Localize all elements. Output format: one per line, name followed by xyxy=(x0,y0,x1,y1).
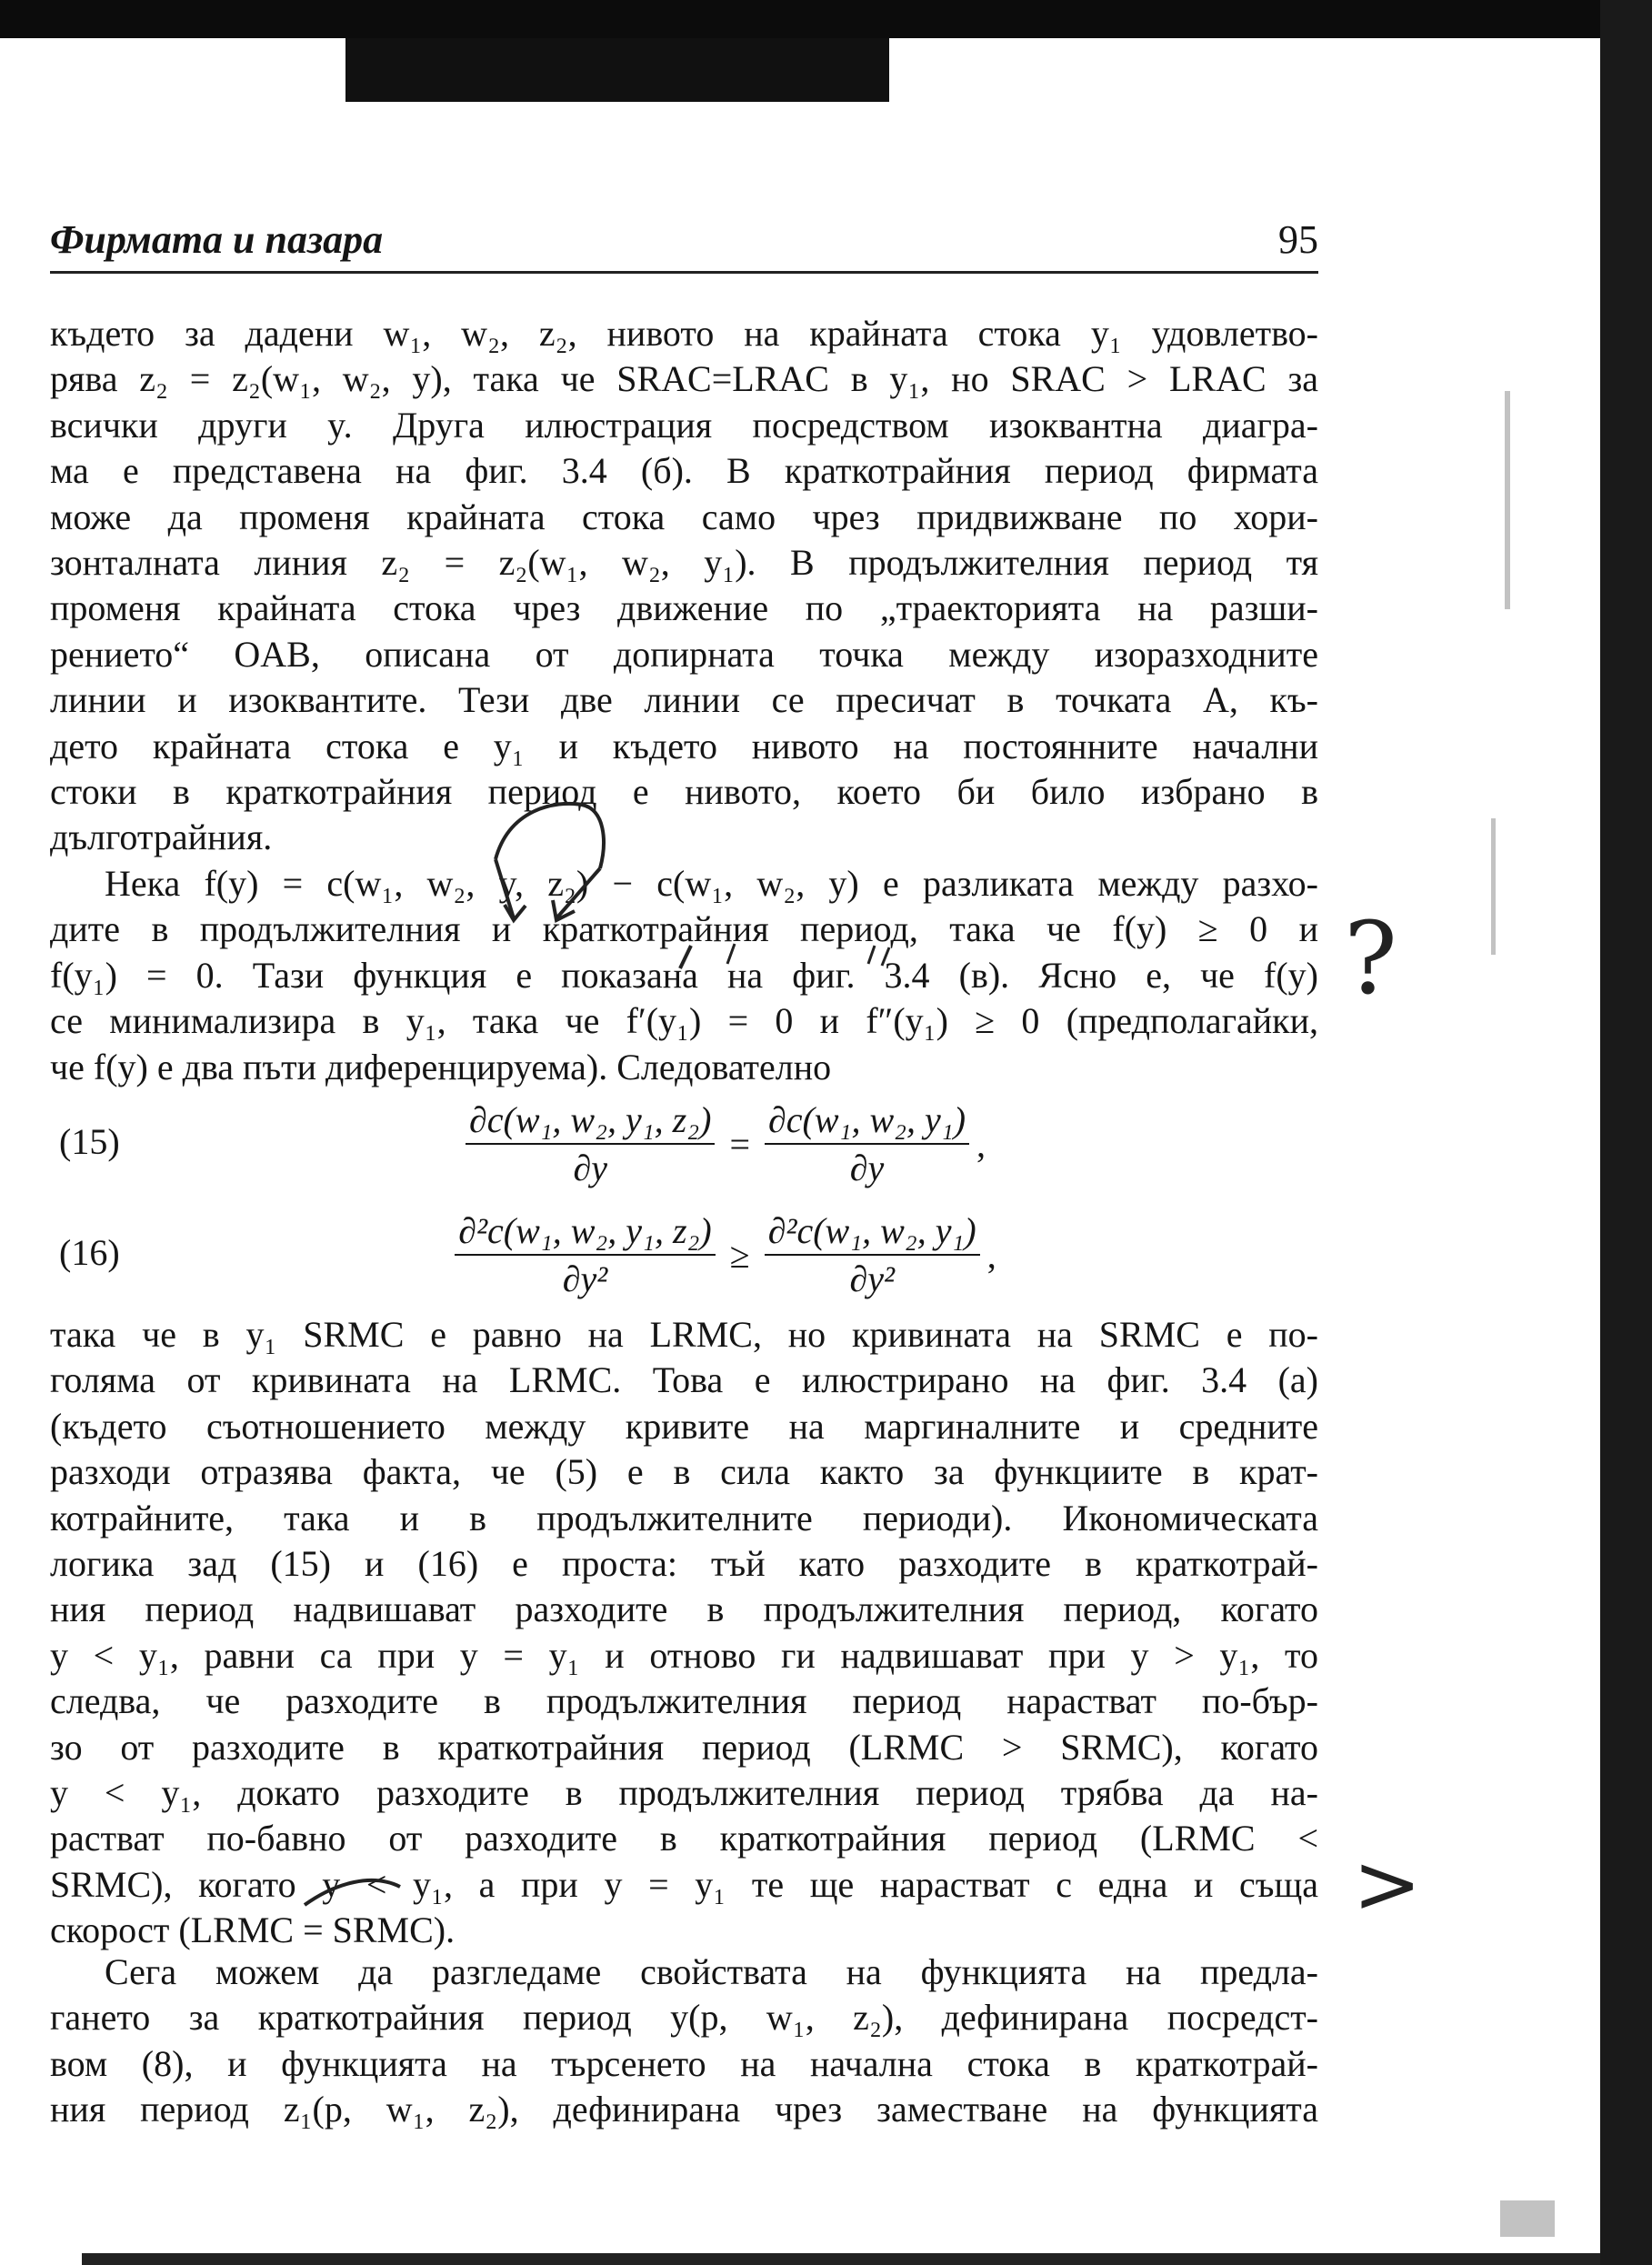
text-line: рението“ OAB, описана от допирната точка между изоразходните xyxy=(50,633,1318,675)
text-line: всички други y. Друга илюстрация посредством изоквантна диагра- xyxy=(50,404,1318,446)
text-line: където за дадени w₁, w₂, z₂, нивото на крайната стока y₁ удовлетво- xyxy=(50,313,1318,354)
margin-greater-than: > xyxy=(1353,1837,1422,1932)
text-line: растват по-бавно от разходите в краткотрайния период (LRMC < xyxy=(50,1818,1318,1859)
equation-number: (15) xyxy=(59,1121,120,1162)
numerator: ∂²c(w₁, w₂, y₁) xyxy=(765,1209,980,1256)
handwritten-arrowhead xyxy=(505,905,526,920)
handwritten-prime-mark xyxy=(882,947,889,966)
text-line: гането за краткотрайния период y(p, w₁, z₂), дефинирана посредст- xyxy=(50,1997,1318,2039)
denominator: ∂y² xyxy=(849,1258,895,1299)
text-line: логика зад (15) и (16) е проста: тъй като разходите в краткотрай- xyxy=(50,1542,1318,1584)
text-line: променя крайната стока чрез движение по „траекторията на разши- xyxy=(50,587,1318,629)
text-line: дето крайната стока е y₁ и където нивото на постоянните начални xyxy=(50,725,1318,767)
text-line: ния период надвишават разходите в продължителния период, когато xyxy=(50,1589,1318,1630)
text-line: зонталната линия z₂ = z₂(w₁, w₂, y₁). В продължителния период тя xyxy=(50,541,1318,583)
denominator: ∂y² xyxy=(562,1258,608,1299)
text-line: y < y₁, равни са при y = y₁ и отново ги надвишават при y > y₁, то xyxy=(50,1634,1318,1676)
equation-punctuation: , xyxy=(986,1234,996,1276)
running-head: Фирмата и пазара xyxy=(50,217,384,262)
numerator: ∂c(w₁, w₂, y₁, z₂) xyxy=(466,1098,715,1145)
text-line: ния период z₁(p, w₁, z₂), дефинирана чрез заместване на функцията xyxy=(50,2089,1318,2130)
equation-number: (16) xyxy=(59,1232,120,1273)
text-line: голяма от кривината на LRMC. Това е илюстрирано на фиг. 3.4 (а) xyxy=(50,1359,1318,1401)
text-line: се минимализира в y₁, така че f′(y₁) = 0 и f″(y₁) ≥ 0 (предполагайки, xyxy=(50,1000,1318,1042)
text-line: дите в продължителния и краткотрайния период, така че f(y) ≥ 0 и xyxy=(50,908,1318,950)
numerator: ∂c(w₁, w₂, y₁) xyxy=(765,1098,969,1145)
text-line: вом (8), и функцията на търсенето на начална стока в краткотрай- xyxy=(50,2042,1318,2084)
handwritten-arc xyxy=(496,804,604,868)
text-line: ма е представена на фиг. 3.4 (б). В краткотрайния период фирмата xyxy=(50,450,1318,492)
text-line: разходи отразява факта, че (5) е в сила както за функциите в крат- xyxy=(50,1451,1318,1493)
text-line: (където съотношението между кривите на маргиналните и средните xyxy=(50,1405,1318,1447)
text-line: че f(y) е два пъти диференцируема). Следователно xyxy=(50,1046,832,1087)
text-line: може да променя крайната стока само чрез придвижване по хори- xyxy=(50,496,1318,537)
handwritten-underline-stroke xyxy=(305,1880,400,1905)
text-line: зо от разходите в краткотрайния период (LRMC > SRMC), когато xyxy=(50,1726,1318,1768)
text-line: следва, че разходите в продължителния период нарастват по-бър- xyxy=(50,1680,1318,1722)
handwritten-arrow-left xyxy=(496,859,514,918)
numerator: ∂²c(w₁, w₂, y₁, z₂) xyxy=(455,1209,715,1256)
text-line: котрайните, така и в продължителните периоди). Икономическата xyxy=(50,1497,1318,1538)
equation-punctuation: , xyxy=(976,1123,986,1165)
text-line: така че в y₁ SRMC е равно на LRMC, но кривината на SRMC е по- xyxy=(50,1314,1318,1355)
margin-question-mark: ? xyxy=(1344,900,1397,1017)
text-line: f(y₁) = 0. Тази функция е показана на фиг. 3.4 (в). Ясно е, че f(y) xyxy=(50,954,1318,996)
handwritten-arrow-right xyxy=(556,868,600,918)
text-line: скорост (LRMC = SRMC). xyxy=(50,1909,456,1951)
relation-sign: = xyxy=(729,1123,751,1165)
text-line: Сега можем да разгледаме свойствата на функцията на предла- xyxy=(105,1951,1318,1992)
text-line: рява z₂ = z₂(w₁, w₂, y), така че SRAC=LRAC в y₁, но SRAC > LRAC за xyxy=(50,358,1318,400)
denominator: ∂y xyxy=(573,1148,607,1188)
text-line: стоки в краткотрайния период е нивото, което би било избрано в xyxy=(50,770,1318,812)
handwritten-prime-mark xyxy=(727,944,735,964)
relation-sign: ≥ xyxy=(729,1234,750,1276)
text-line: Нека f(y) = c(w₁, w₂, y, z₂) − c(w₁, w₂, y) е разликата между разхо- xyxy=(105,863,1318,904)
handwritten-prime-mark xyxy=(868,946,875,964)
text-line: линии и изоквантите. Тези две линии се пресичат в точката A, къ- xyxy=(50,679,1318,721)
text-line: y < y₁, докато разходите в продължителния период трябва да на- xyxy=(50,1771,1318,1813)
text-line: дълготрайния. xyxy=(50,817,273,858)
denominator: ∂y xyxy=(849,1148,885,1188)
page-number: 95 xyxy=(1278,217,1318,262)
handwritten-tick xyxy=(680,946,691,968)
text-line: SRMC), когато y < y₁, а при y = y₁ те ще нарастват с една и съща xyxy=(50,1863,1318,1905)
